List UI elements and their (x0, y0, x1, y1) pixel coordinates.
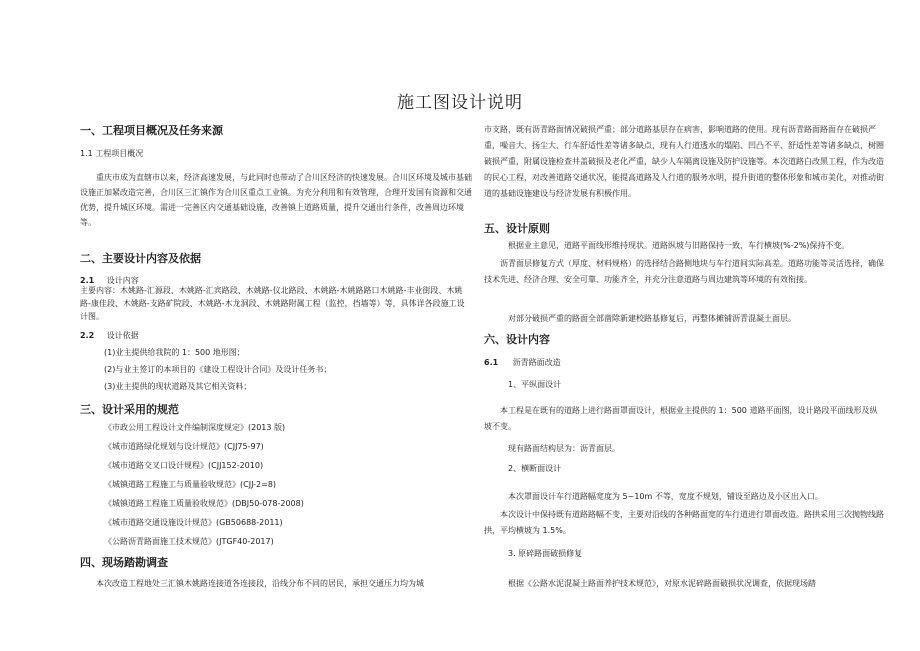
standard-item-4: 《城镇道路工程施工与质量验收规范》(CJJ-2=8) (104, 480, 277, 489)
section-6-heading: 六、设计内容 (484, 333, 550, 346)
page-title: 施工图设计说明 (397, 93, 523, 113)
section-2-2-heading (80, 330, 139, 341)
standard-item-3: 《城市道路交叉口设计规程》(CJJ152-2010) (104, 461, 264, 470)
principle-paragraph-2: 沥青面层修复方式（厚度、材料规格）的选择结合路侧地块与车行道间实际高差。道路功能等灵活选择，确保技术先进、经济合理、安全可靠、功能齐全，并充分注意道路与周边建筑等环境的有效衔接。 (484, 259, 884, 284)
standard-item-2: 《城市道路绿化规划与设计规范》(CJJ75-97) (104, 442, 264, 451)
section-6-1-number: 6.1 (484, 358, 499, 367)
section-4-continued-paragraph: 市支路，既有沥青路面情况破损严重；部分道路基层存在病害，影响道路的使用。现有沥青路面路面存在破损严重，噪音大、扬尘大、行车舒适性差等诸多缺点，现有人行道透水的塌陷、凹凸不平、舒适性差等诸多缺点，树圈破损严重，附属设施检查井盖破损及老化严重，缺少人车隔离设施及防护设施等。本次道路白改黑工程，作为改造的民心工程，对改善道路交通状况，能提高道路及人行道的服务水明，提升街道的整体形象和城市美化，对推动街道的基础设施建设与经济发展有积极作用。 (484, 125, 884, 198)
subsection-3-heading: 3. 原碎路面破损修复 (508, 549, 583, 558)
section-3-heading: 三、设计采用的规范 (80, 403, 179, 416)
subsection-1-paragraph: 本工程是在既有的道路上进行路面罩面设计，根据业主提供的 1：500 道路平面图，设计路段平面线形及纵坡不变。 (484, 406, 878, 431)
basis-item-1: (1)业主提供给我院的 1：500 地形图； (104, 348, 245, 357)
section-2-heading: 二、主要设计内容及依据 (80, 252, 201, 265)
principle-paragraph-1: 根据业主意见，道路平面线形维持现状。道路纵坡与旧路保持一致，车行横坡(%-2%)保持不变。 (508, 241, 850, 250)
standard-item-7: 《公路沥青路面施工技术规范》(JTGF40-2017) (104, 537, 274, 546)
principle-paragraph-3: 对部分破损严重的路面全部凿除新建校路基修复后，再整体摊铺沥青混凝土面层。 (508, 314, 796, 323)
basis-item-3: (3)业主提供的现状道路及其它相关资料； (104, 382, 252, 391)
section-2-1-label: 设计内容 (106, 276, 139, 285)
subsection-2-paragraph: 本次罩面设计车行道路幅宽度为 5~10m 不等，宽度不规划，铺设至路边及小区出入口。 (508, 492, 823, 501)
section-6-1-heading (484, 357, 561, 368)
section-2-1-number: 2.1 (80, 276, 95, 285)
section-2-2-label: 设计依据 (106, 331, 139, 340)
section-1-1-heading: 1.1 工程项目概况 (80, 149, 144, 158)
section-2-2-number: 2.2 (80, 331, 95, 340)
section-2-1-paragraph: 主要内容：木姚路-汇源段、木姚路-汇宾路段、木姚路-仪北路段、木姚路-木姚路路口木姚路-丰业街段、木姚路-康佳段、木姚路-支路矿院段、木姚路-木龙洞段、木姚路附属工程（监控，挡墙等）等，具体详各段施工设计图。 (80, 286, 465, 321)
subsection-1-heading: 1、平纵面设计 (508, 380, 562, 389)
subsection-3-paragraph: 根据《公路水泥混凝土路面养护技术规范》，对原水泥碎路面破损状况调查，依据现场踏 (508, 579, 816, 588)
section-1-paragraph: 重庆市成为直辖市以来，经济高速发展，与此同时也带动了合川区经济的快速发展。合川区环境及城市基础设施正加紧改造完善，合川区三汇镇作为合川区重点工业镇。为充分利用和有效管理，合理开发国有资源和交通优势，提升城区环境。需进一完善区内交通基础设施，改善镇上道路质量，提升交通出行条件，改善周边环境等。 (80, 173, 472, 227)
section-5-heading: 五、设计原则 (484, 222, 550, 235)
subsection-2-paragraph-2: 本次设计中保持既有道路路幅不变，主要对沿线的各种路面宽的车行道进行罩面改造。路拱采用三次抛物线路拱，平均横坡为 1.5%。 (484, 510, 884, 535)
basis-item-2: (2)与业主签订的本项目的《建设工程设计合同》及设计任务书； (104, 365, 332, 374)
subsection-2-heading: 2、横断面设计 (508, 464, 562, 473)
section-4-heading: 四、现场踏勘调查 (80, 556, 168, 569)
section-1-heading: 一、工程项目概况及任务来源 (80, 124, 223, 137)
subsection-1-paragraph-2: 现有路面结构层为：沥青面层。 (508, 444, 620, 453)
section-4-paragraph: 本次改造工程地处三汇镇木姚路连接道各连接段，沿线分布不同的居民，承担交通压力均为城 (96, 579, 424, 588)
standard-item-1: 《市政公用工程设计文件编制深度规定》(2013 版) (104, 423, 286, 432)
section-6-1-label: 沥青路面改造 (512, 358, 561, 367)
standard-item-6: 《城市道路交通设施设计规范》(GB50688-2011) (104, 518, 283, 527)
standard-item-5: 《城镇道路工程施工质量验收规范》(DBJ50-078-2008) (104, 499, 304, 508)
